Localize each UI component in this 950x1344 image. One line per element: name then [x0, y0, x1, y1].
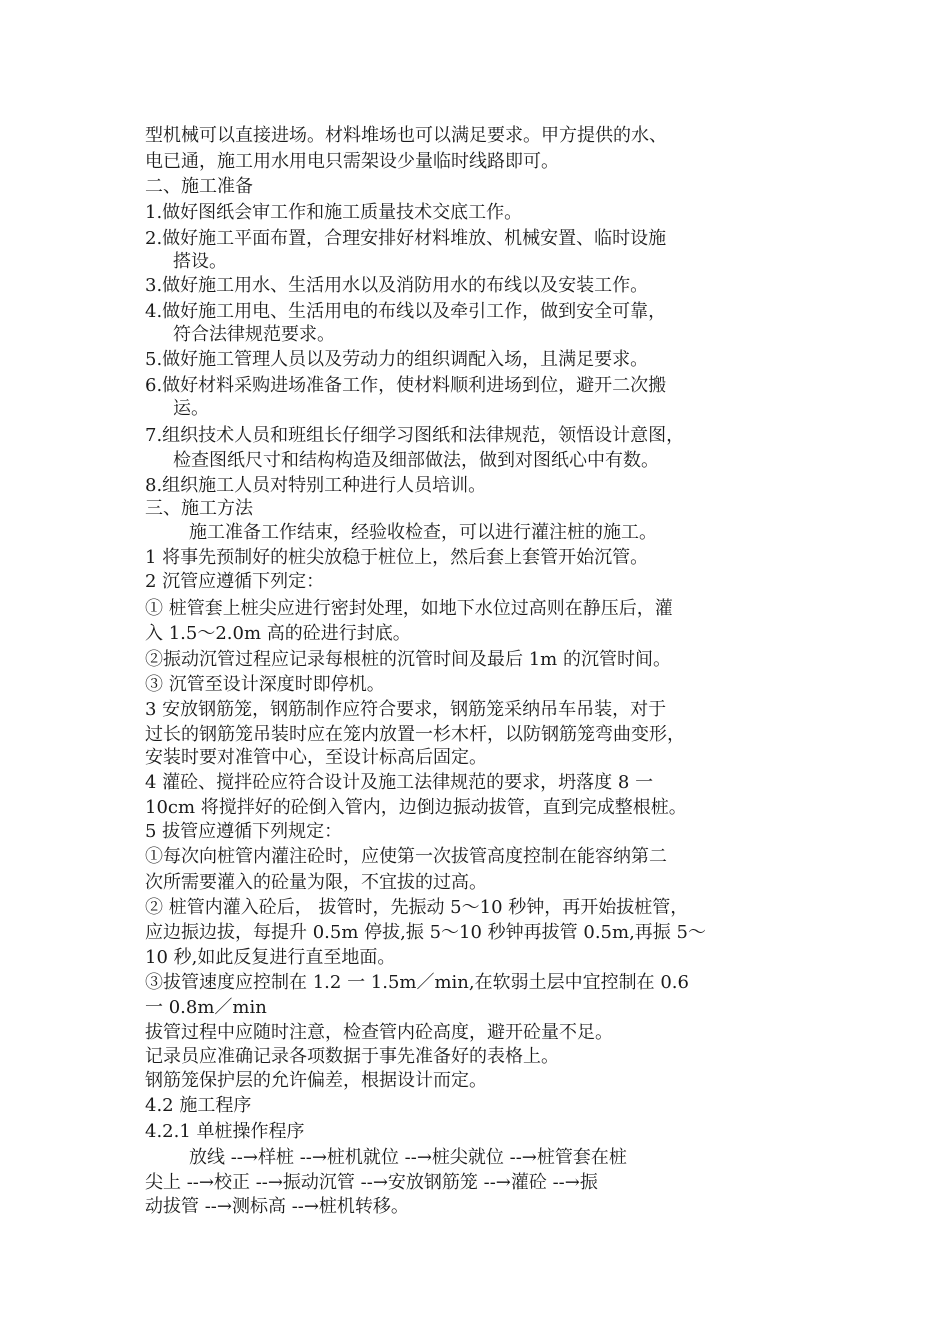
list-item: 2.做好施工平面布置，合理安排好材料堆放、机械安置、临时设施 — [145, 228, 667, 249]
list-item: 8.组织施工人员对特别工种进行人员培训。 — [145, 475, 487, 496]
text-line: 应边振边拔，每提升 0.5m 停拔,振 5～10 秒钟再拔管 0.5m,再振 5～ — [145, 922, 706, 943]
list-item: 3.做好施工用水、生活用水以及消防用水的布线以及安装工作。 — [145, 275, 649, 296]
section-heading: 二、施工准备 — [145, 176, 253, 197]
text-line: ③ 沉管至设计深度时即停机。 — [145, 674, 385, 695]
section-heading: 4.2 施工程序 — [145, 1095, 252, 1116]
text-line: 次所需要灌入的砼量为限，不宜拔的过高。 — [145, 872, 487, 893]
text-line: 1 将事先预制好的桩尖放稳于桩位上，然后套上套管开始沉管。 — [145, 547, 649, 568]
text-line: 安装时要对准管中心，至设计标高后固定。 — [145, 747, 487, 768]
list-item: 4.做好施工用电、生活用电的布线以及牵引工作，做到安全可靠， — [145, 301, 667, 322]
text-line: 入 1.5～2.0m 高的砼进行封底。 — [145, 623, 411, 644]
text-line: 拔管过程中应随时注意，检查管内砼高度，避开砼量不足。 — [145, 1022, 613, 1043]
text-line: 一 0.8m／min — [145, 997, 267, 1018]
process-flow-line: 动拔管 --→测标高 --→桩机转移。 — [145, 1196, 409, 1217]
list-item: 5.做好施工管理人员以及劳动力的组织调配入场，且满足要求。 — [145, 349, 649, 370]
text-line: 施工准备工作结束，经验收检查，可以进行灌注桩的施工。 — [189, 522, 657, 543]
list-item: 7.组织技术人员和班组长仔细学习图纸和法律规范，领悟设计意图， — [145, 425, 685, 446]
list-item-continuation: 搭设。 — [173, 251, 227, 272]
list-item-continuation: 检查图纸尺寸和结构构造及细部做法，做到对图纸心中有数。 — [173, 450, 659, 471]
text-line: 10cm 将搅拌好的砼倒入管内，边倒边振动拔管，直到完成整根桩。 — [145, 797, 687, 818]
text-line: 电已通，施工用水用电只需架设少量临时线路即可。 — [145, 151, 559, 172]
text-line: ① 桩管套上桩尖应进行密封处理，如地下水位过高则在静压后，灌 — [145, 598, 673, 619]
text-line: 10 秒,如此反复进行直至地面。 — [145, 947, 396, 968]
text-line: ② 桩管内灌入砼后， 拔管时，先振动 5～10 秒钟，再开始拔桩管， — [145, 897, 689, 918]
text-line: 记录员应准确记录各项数据于事先准备好的表格上。 — [145, 1046, 559, 1067]
list-item-continuation: 符合法律规范要求。 — [173, 324, 335, 345]
list-item-continuation: 运。 — [173, 398, 209, 419]
text-line: 型机械可以直接进场。材料堆场也可以满足要求。甲方提供的水、 — [145, 125, 667, 146]
text-line: 3 安放钢筋笼，钢筋制作应符合要求，钢筋笼采纳吊车吊装，对于 — [145, 699, 667, 720]
process-flow-line: 放线 --→样桩 --→桩机就位 --→桩尖就位 --→桩管套在桩 — [189, 1147, 627, 1168]
list-item: 1.做好图纸会审工作和施工质量技术交底工作。 — [145, 202, 523, 223]
text-line: 2 沉管应遵循下列定： — [145, 571, 325, 592]
text-line: 钢筋笼保护层的允许偏差，根据设计而定。 — [145, 1070, 487, 1091]
process-flow-line: 尖上 --→校正 --→振动沉管 --→安放钢筋笼 --→灌砼 --→振 — [145, 1172, 598, 1193]
subsection-heading: 4.2.1 单桩操作程序 — [145, 1121, 305, 1142]
list-item: 6.做好材料采购进场准备工作，使材料顺利进场到位，避开二次搬 — [145, 375, 667, 396]
text-line: 5 拔管应遵循下列规定： — [145, 821, 343, 842]
section-heading: 三、施工方法 — [145, 498, 253, 519]
text-line: ②振动沉管过程应记录每根桩的沉管时间及最后 1m 的沉管时间。 — [145, 649, 671, 670]
text-line: 4 灌砼、搅拌砼应符合设计及施工法律规范的要求，坍落度 8 一 — [145, 772, 654, 793]
text-line: ③拔管速度应控制在 1.2 一 1.5m／min,在软弱土层中宜控制在 0.6 — [145, 972, 689, 993]
text-line: 过长的钢筋笼吊装时应在笼内放置一杉木杆，以防钢筋笼弯曲变形， — [145, 724, 685, 745]
text-line: ①每次向桩管内灌注砼时，应使第一次拔管高度控制在能容纳第二 — [145, 846, 667, 867]
